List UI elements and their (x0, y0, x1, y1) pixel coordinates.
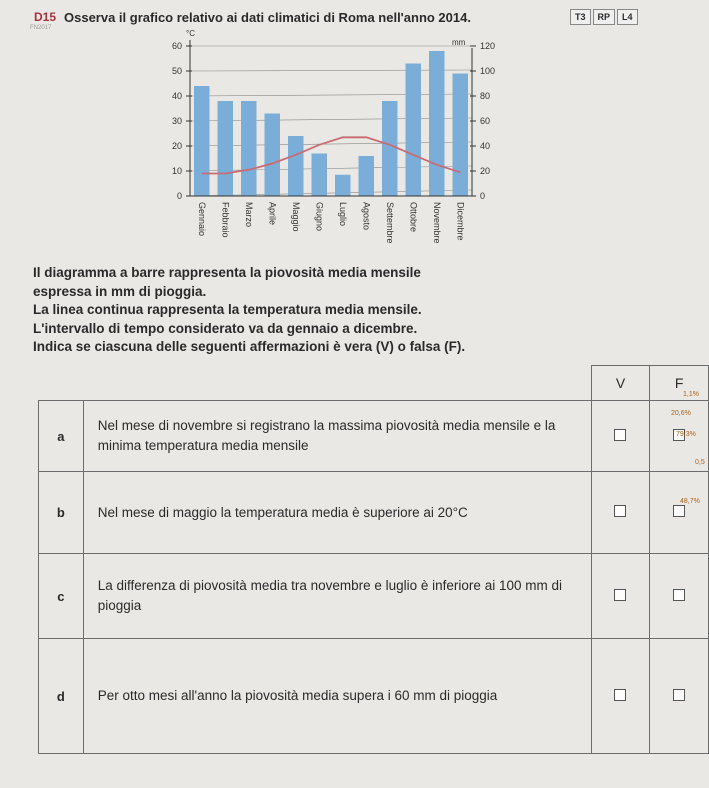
left-tick-label: 0 (176, 191, 182, 201)
tag-t3: T3 (570, 9, 591, 25)
checkbox-true[interactable] (614, 689, 626, 701)
month-label: Novembre (431, 202, 442, 244)
left-tick-label: 30 (171, 116, 182, 126)
instruction-line: Il diagramma a barre rappresenta la piovosità media mensile (33, 265, 421, 280)
month-label: Febbraio (220, 202, 231, 238)
table-row (39, 639, 709, 754)
table-row (39, 554, 709, 639)
right-tick-label: 100 (480, 66, 496, 76)
right-tick-label: 0 (480, 191, 486, 201)
left-tick-label: 60 (171, 41, 182, 51)
precipitation-bar (429, 51, 445, 196)
month-label: Maggio (290, 202, 301, 232)
statement-text: Nel mese di novembre si registrano la massima piovosità media mensile e la minima temperatura media mensile (83, 401, 591, 472)
precipitation-bar (406, 64, 422, 197)
precipitation-bar (382, 101, 398, 196)
tag-l4: L4 (617, 9, 638, 25)
instruction-line: espressa in mm di pioggia. (33, 283, 207, 299)
month-label: Luglio (337, 202, 348, 227)
statement-text: Per otto mesi all'anno la piovosità media supera i 60 mm di pioggia (83, 639, 591, 754)
precipitation-bar (265, 114, 281, 197)
right-tick-label: 20 (480, 166, 491, 176)
tag-rp: RP (593, 9, 616, 25)
month-label: Aprile (267, 202, 278, 226)
month-label: Giugno (314, 202, 325, 232)
month-label: Gennaio (196, 202, 207, 237)
statement-text: La differenza di piovosità media tra novembre e luglio è inferiore ai 100 mm di pioggia (83, 554, 591, 639)
checkbox-false[interactable] (673, 689, 685, 701)
precipitation-bar (335, 175, 351, 196)
climate-chart (150, 28, 510, 260)
precipitation-bar (453, 74, 469, 197)
question-header (30, 10, 684, 31)
statement-text: Nel mese di maggio la temperatura media è superiore ai 20°C (83, 472, 591, 554)
left-tick-label: 20 (171, 141, 182, 151)
checkbox-false[interactable] (673, 505, 685, 517)
column-true-header: V (591, 366, 650, 401)
precipitation-bar (241, 101, 257, 196)
checkbox-false[interactable] (673, 589, 685, 601)
checkbox-true[interactable] (614, 505, 626, 517)
row-letter: a (39, 401, 84, 472)
left-axis-label: °C (186, 29, 195, 38)
question-tags (570, 9, 640, 25)
right-tick-label: 40 (480, 141, 491, 151)
row-letter: b (39, 472, 84, 554)
month-label: Marzo (243, 202, 254, 228)
left-tick-label: 10 (171, 166, 182, 176)
row-letter: c (39, 554, 84, 639)
right-tick-label: 80 (480, 91, 491, 101)
instruction-line: L'intervallo di tempo considerato va da gennaio a dicembre. (33, 320, 418, 336)
left-tick-label: 50 (171, 66, 182, 76)
instruction-line: La linea continua rappresenta la temperatura media mensile. (33, 302, 422, 317)
instructions (33, 264, 465, 357)
instruction-line: Indica se ciascuna delle seguenti affermazioni è vera (V) o falsa (F). (33, 339, 466, 354)
table-header-row (39, 366, 709, 401)
month-label: Ottobre (408, 202, 419, 233)
precipitation-bar (218, 101, 234, 196)
month-label: Agosto (361, 202, 372, 231)
row-letter: d (39, 639, 84, 754)
right-axis-label: mm (452, 38, 466, 47)
checkbox-true[interactable] (614, 589, 626, 601)
table-row (39, 401, 709, 472)
side-stat: 48,7% (680, 498, 700, 505)
precipitation-bar (359, 156, 375, 196)
side-stat: 79,3% (676, 431, 696, 438)
right-tick-label: 120 (480, 41, 496, 51)
month-label: Dicembre (455, 202, 466, 241)
true-false-table (38, 365, 709, 754)
column-false-header: F (650, 366, 709, 401)
question-code: FN2017 (30, 25, 52, 31)
question-id: D15 (34, 10, 57, 24)
side-stat: 1,1% (683, 391, 699, 398)
precipitation-bar (312, 154, 328, 197)
left-tick-label: 40 (171, 91, 182, 101)
month-label: Settembre (384, 202, 395, 244)
side-stat: 0,5 (695, 459, 705, 466)
checkbox-true[interactable] (614, 429, 626, 441)
precipitation-bar (194, 86, 210, 196)
table-row (39, 472, 709, 554)
right-tick-label: 60 (480, 116, 491, 126)
precipitation-bar (288, 136, 304, 196)
side-stat: 20,6% (671, 410, 691, 417)
question-title: Osserva il grafico relativo ai dati climatici di Roma nell'anno 2014. (64, 10, 471, 25)
